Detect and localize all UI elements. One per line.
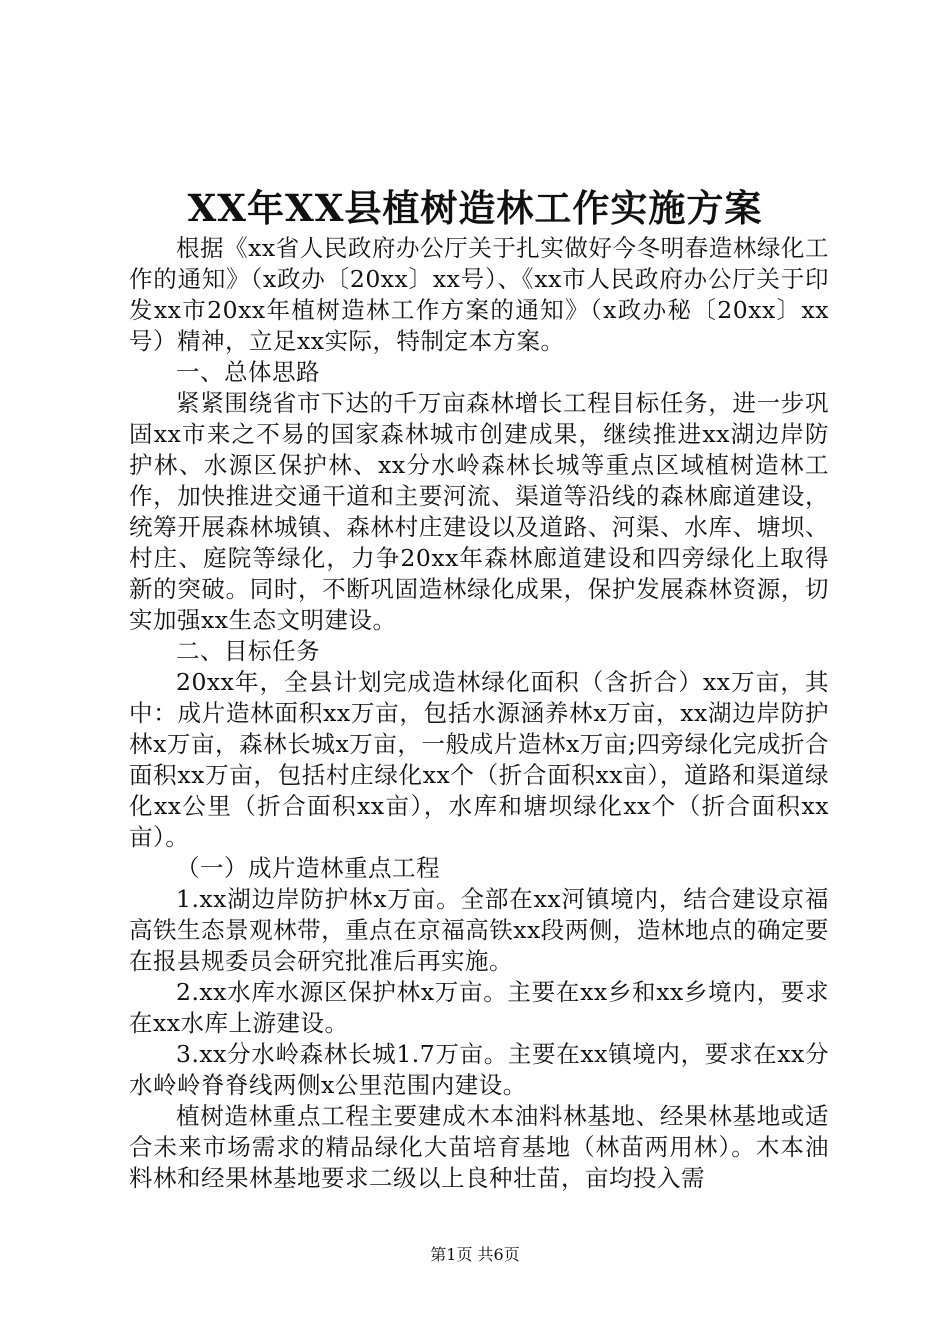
- heading-overall-idea: 一、总体思路: [176, 358, 320, 386]
- list-item-1: 1.xx湖边岸防护林x万亩。全部在xx河镇境内，结合建设京福高铁生态景观林带，重点在京福高铁xx段两侧，造林地点的确定要在报县规委员会研究批准后再实施。: [129, 885, 829, 975]
- document-body: [129, 233, 829, 1194]
- list-item-2: 2.xx水库水源区保护林x万亩。主要在xx乡和xx乡境内，要求在xx水库上游建设。: [129, 978, 829, 1037]
- subheading-key-projects: （一）成片造林重点工程: [176, 854, 440, 882]
- paragraph-target-tasks: 20xx年，全县计划完成造林绿化面积（含折合）xx万亩，其中：成片造林面积xx万亩，包括水源涵养林x万亩，xx湖边岸防护林x万亩，森林长城x万亩，一般成片造林x万亩;四旁绿化完成折合面积xx万亩，包括村庄绿化xx个（折合面积xx亩），道路和渠道绿化xx公里（折合面积xx亩），水库和塘坝绿化xx个（折合面积xx亩）。: [129, 668, 829, 851]
- document-title: XX年XX县植树造林工作实施方案: [187, 186, 763, 230]
- paragraph-intro: 根据《xx省人民政府办公厅关于扎实做好今冬明春造林绿化工作的通知》（x政办〔20xx〕xx号）、《xx市人民政府办公厅关于印发xx市20xx年植树造林工作方案的通知》（x政办秘〔20xx〕xx号）精神，立足xx实际，特制定本方案。: [129, 234, 829, 355]
- paragraph-project-details: 植树造林重点工程主要建成木本油料林基地、经果林基地或适合未来市场需求的精品绿化大苗培育基地（林苗两用林）。木本油料林和经果林基地要求二级以上良种壮苗，亩均投入需: [129, 1102, 829, 1192]
- heading-target-tasks: 二、目标任务: [176, 637, 320, 665]
- paragraph-overall-idea: 紧紧围绕省市下达的千万亩森林增长工程目标任务，进一步巩固xx市来之不易的国家森林城市创建成果，继续推进xx湖边岸防护林、水源区保护林、xx分水岭森林长城等重点区域植树造林工作，加快推进交通干道和主要河流、渠道等沿线的森林廊道建设，统筹开展森林城镇、森林村庄建设以及道路、河渠、水库、塘坝、村庄、庭院等绿化，力争20xx年森林廊道建设和四旁绿化上取得新的突破。同时，不断巩固造林绿化成果，保护发展森林资源，切实加强xx生态文明建设。: [129, 389, 829, 634]
- page-number: 第1页 共6页: [430, 1245, 520, 1264]
- list-item-3: 3.xx分水岭森林长城1.7万亩。主要在xx镇境内，要求在xx分水岭岭脊脊线两侧x公里范围内建设。: [129, 1040, 829, 1099]
